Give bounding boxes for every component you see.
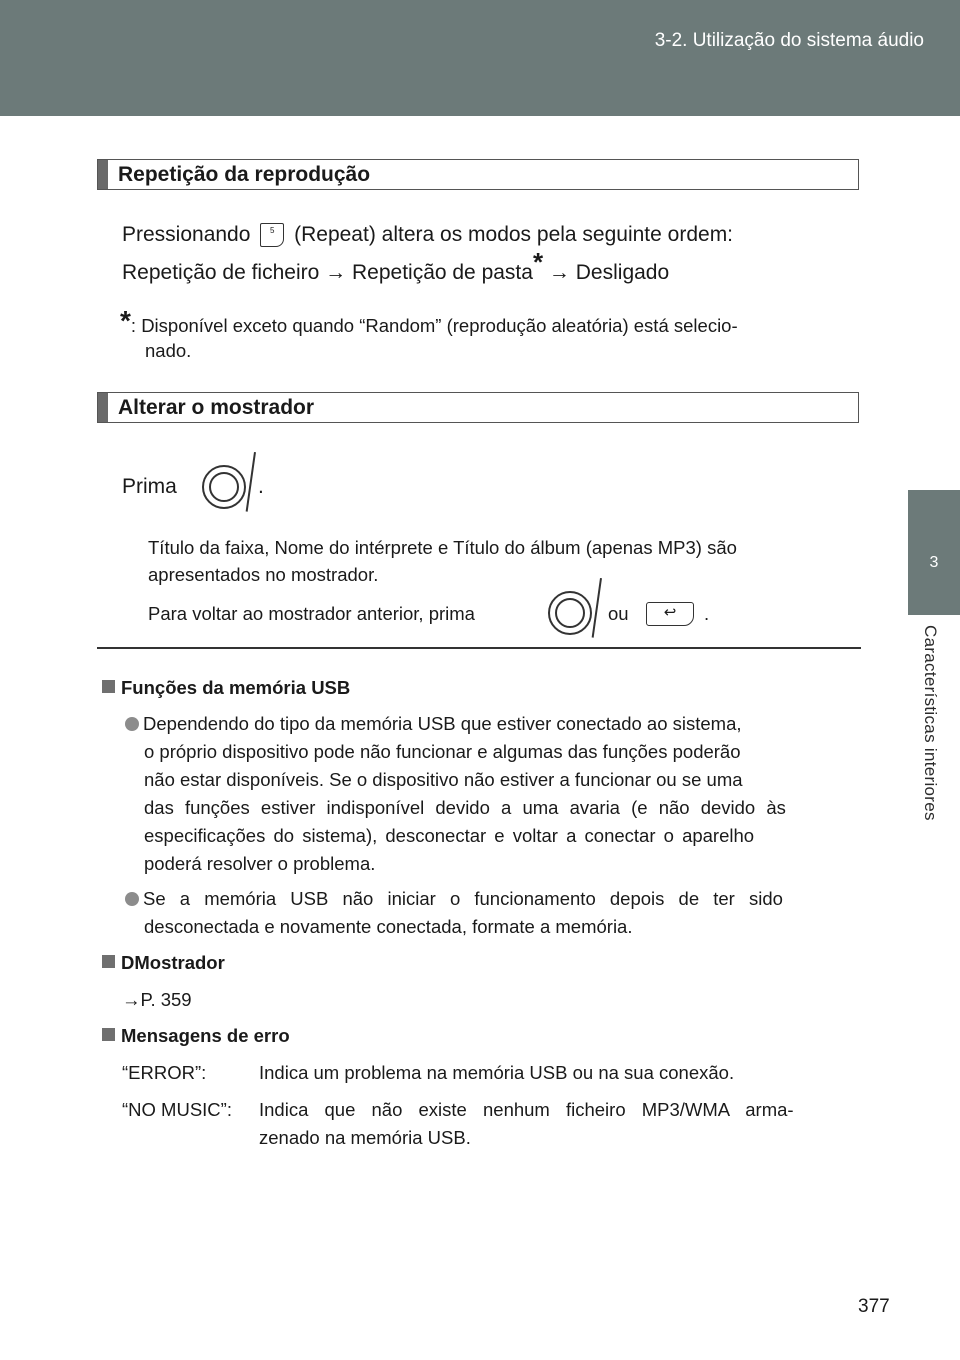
press-label: Prima <box>122 475 177 498</box>
repeat-section-title: Repetição da reprodução <box>118 163 371 186</box>
asterisk-marker: * <box>532 247 544 277</box>
section-title: 3-2. Utilização do sistema áudio <box>654 30 924 51</box>
divider <box>97 647 861 649</box>
bullet-dot-icon <box>125 892 139 906</box>
errors-heading <box>102 1023 290 1049</box>
repeat-line1-after: (Repeat) altera os modos pela seguinte ordem: <box>294 223 734 246</box>
usb-bullet-1-line-6: poderá resolver o problema. <box>144 853 376 874</box>
header-accent-bar <box>98 160 108 189</box>
display-section-header <box>97 392 859 423</box>
back-arrow-icon: ↩ <box>663 604 677 621</box>
arrow-icon: → <box>325 261 347 284</box>
repeat-mode-off: Desligado <box>575 261 670 284</box>
arrow-icon: → <box>548 261 570 284</box>
note-line-1: Disponível exceto quando “Random” (reprodução aleatória) está selecio- <box>141 315 738 336</box>
knob-callout-line <box>592 578 602 638</box>
error-code-2: “NO MUSIC”: <box>122 1099 232 1120</box>
knob-callout-line <box>246 452 256 512</box>
note-asterisk: * <box>120 305 131 336</box>
header-accent-bar <box>98 393 108 422</box>
repeat-section-header <box>97 159 859 190</box>
repeat-note <box>120 305 738 339</box>
usb-bullet-1-line-4: das funções estiver indisponível devido a uma avaria (e não devido às <box>144 797 786 818</box>
chapter-number: 3 <box>929 554 939 571</box>
usb-functions-title: Funções da memória USB <box>121 677 351 698</box>
chapter-label: Características interiores <box>921 625 940 821</box>
repeat-line-1 <box>122 222 733 248</box>
usb-bullet-2-line-2: desconectada e novamente conectada, formate a memória. <box>144 916 633 937</box>
display-desc-line-1: Título da faixa, Nome do intérprete e Título do álbum (apenas MP3) são <box>148 537 737 558</box>
note-colon: : <box>130 315 137 336</box>
usb-functions-heading <box>102 675 350 701</box>
dmostrador-page-ref[interactable]: →P. 359 <box>122 989 192 1010</box>
page-number: 377 <box>858 1296 890 1317</box>
heading-square-icon <box>102 955 115 968</box>
repeat-button-icon <box>260 223 284 247</box>
error-desc-1: Indica um problema na memória USB ou na sua conexão. <box>259 1062 735 1083</box>
note-line-2: nado. <box>145 340 192 361</box>
heading-square-icon <box>102 1028 115 1041</box>
or-text: ou <box>608 603 629 624</box>
usb-bullet-2-line-1: Se a memória USB não iniciar o funcionamento depois de ter sido <box>125 886 783 912</box>
back-text: Para voltar ao mostrador anterior, prima <box>148 603 475 624</box>
header-bar <box>0 0 960 116</box>
usb-bullet-1-line-2: o próprio dispositivo pode não funcionar e algumas das funções poderão <box>144 741 741 762</box>
dmostrador-title: DMostrador <box>121 952 225 973</box>
error-code-1: “ERROR”: <box>122 1062 207 1083</box>
repeat-line1-before: Pressionando <box>122 223 251 246</box>
repeat-mode-folder: Repetição de pasta <box>351 261 533 284</box>
error-desc-2-line-2: zenado na memória USB. <box>259 1127 471 1148</box>
display-section-title: Alterar o mostrador <box>118 396 315 419</box>
errors-title: Mensagens de erro <box>121 1025 290 1046</box>
tune-knob-icon <box>202 465 246 509</box>
repeat-line-2 <box>122 247 670 286</box>
heading-square-icon <box>102 680 115 693</box>
error-desc-2-line-1: Indica que não existe nenhum ficheiro MP3/WMA arma- <box>259 1099 794 1120</box>
repeat-button-number: 5 <box>270 226 275 236</box>
chapter-tab <box>908 490 960 615</box>
chapter-label-strip <box>908 615 960 875</box>
usb-bullet-1-line-5: especificações do sistema), desconectar e voltar a conectar o aparelho <box>144 825 755 846</box>
back-period: . <box>704 603 710 624</box>
repeat-mode-file: Repetição de ficheiro <box>122 261 320 284</box>
usb-bullet-1-line-3: não estar disponíveis. Se o dispositivo não estiver a funcionar ou se uma <box>144 769 743 790</box>
bullet-dot-icon <box>125 717 139 731</box>
display-desc-line-2: apresentados no mostrador. <box>148 564 379 585</box>
dmostrador-heading <box>102 950 225 976</box>
tune-knob-icon <box>548 591 592 635</box>
press-period: . <box>258 475 264 498</box>
usb-bullet-1-line-1: Dependendo do tipo da memória USB que estiver conectado ao sistema, <box>125 711 742 737</box>
back-button-icon <box>646 602 694 626</box>
